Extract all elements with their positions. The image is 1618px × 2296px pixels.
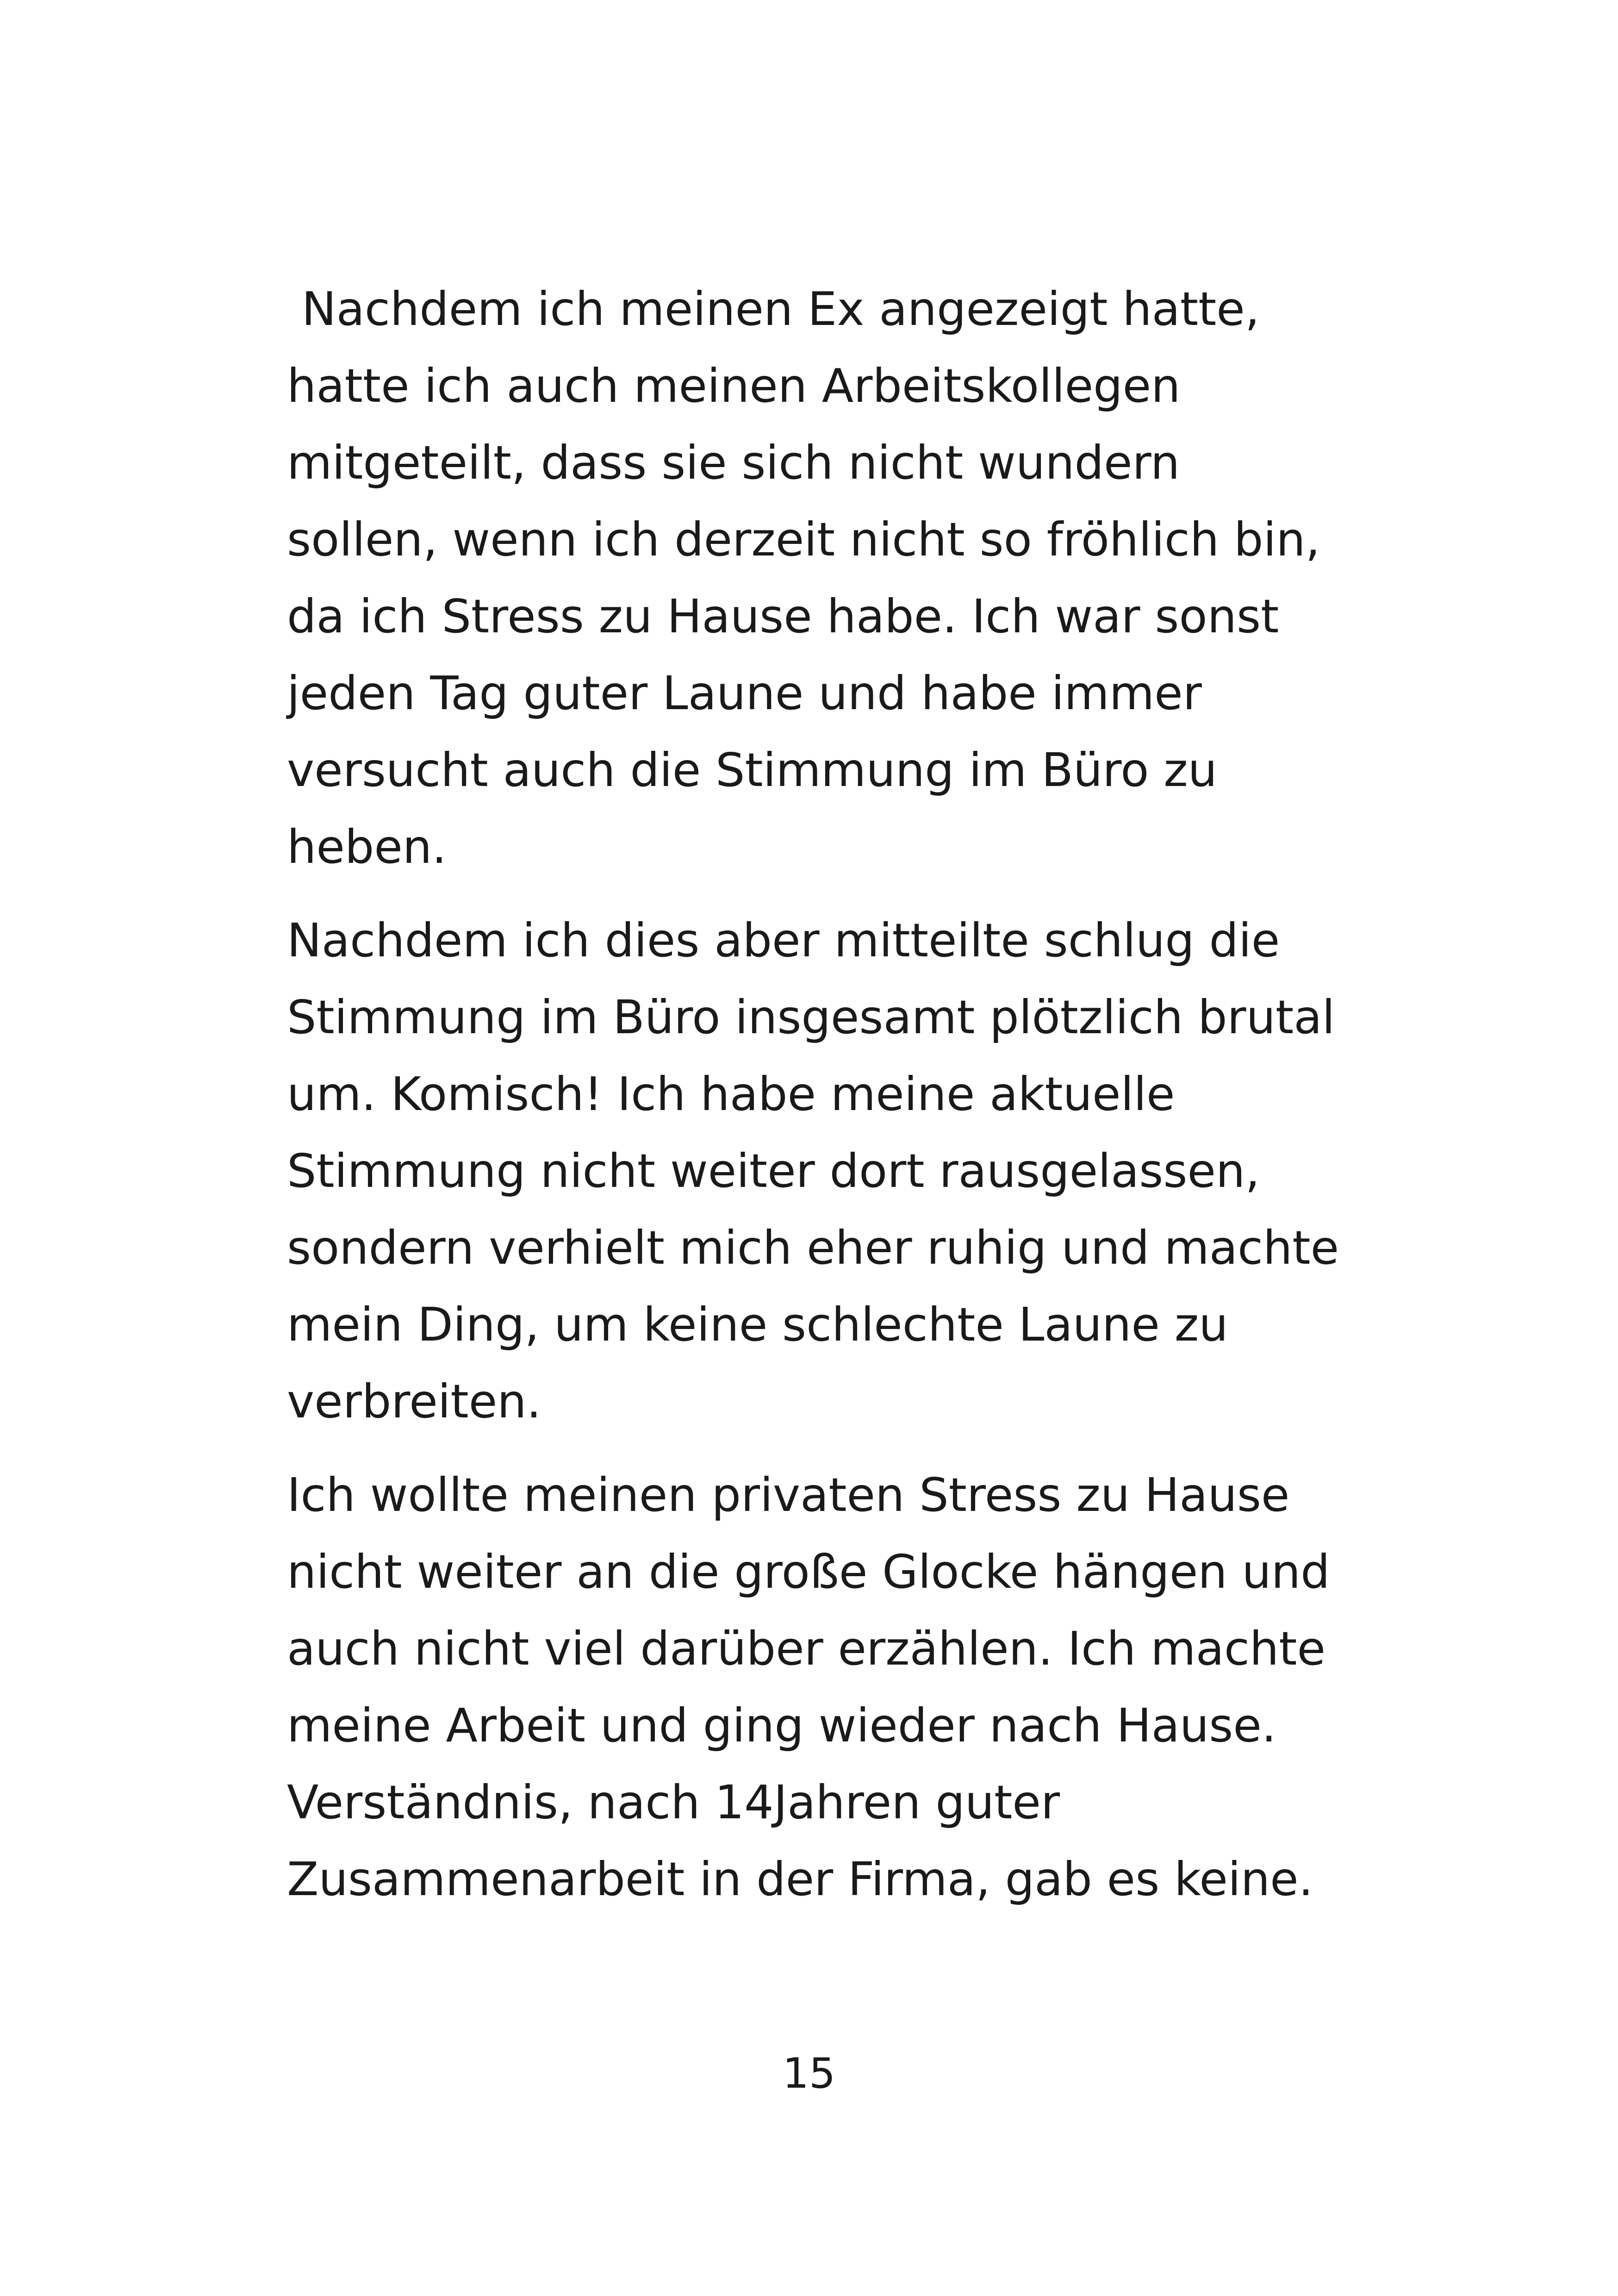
text-line: auch nicht viel darüber erzählen. Ich machte [287, 1622, 1326, 1676]
page-number: 15 [782, 2049, 836, 2098]
text-line: Verständnis, nach 14Jahren guter [287, 1775, 1060, 1829]
text-line: um. Komisch! Ich habe meine aktuelle [287, 1067, 1175, 1121]
text-line: Ich wollte meinen privaten Stress zu Hause [287, 1468, 1290, 1522]
text-line: heben. [287, 820, 447, 874]
text-line: meine Arbeit und ging wieder nach Hause. [287, 1698, 1276, 1753]
paragraph-2 [287, 902, 1379, 1440]
text-line: Nachdem ich meinen Ex angezeigt hatte, [287, 282, 1260, 336]
paragraph-3 [287, 1457, 1379, 1918]
text-line: sollen, wenn ich derzeit nicht so fröhlich bin, [287, 512, 1320, 567]
text-line: Stimmung im Büro insgesamt plötzlich brutal [287, 990, 1335, 1044]
text-line: Nachdem ich dies aber mitteilte schlug die [287, 913, 1280, 967]
text-line: mein Ding, um keine schlechte Laune zu [287, 1298, 1228, 1352]
paragraph-1 [287, 271, 1379, 886]
text-line: Zusammenarbeit in der Firma, gab es keine. [287, 1852, 1313, 1906]
text-line: da ich Stress zu Hause habe. Ich war sonst [287, 589, 1279, 643]
text-line: nicht weiter an die große Glocke hängen und [287, 1545, 1330, 1599]
body-text [287, 271, 1379, 1934]
text-line: Stimmung nicht weiter dort rausgelassen, [287, 1144, 1260, 1198]
text-line: verbreiten. [287, 1374, 541, 1429]
text-line: versucht auch die Stimmung im Büro zu [287, 743, 1218, 797]
text-line: hatte ich auch meinen Arbeitskollegen [287, 359, 1181, 413]
text-line: mitgeteilt, dass sie sich nicht wundern [287, 436, 1180, 490]
text-line: jeden Tag guter Laune und habe immer [287, 666, 1202, 720]
text-line: sondern verhielt mich eher ruhig und machte [287, 1221, 1339, 1275]
